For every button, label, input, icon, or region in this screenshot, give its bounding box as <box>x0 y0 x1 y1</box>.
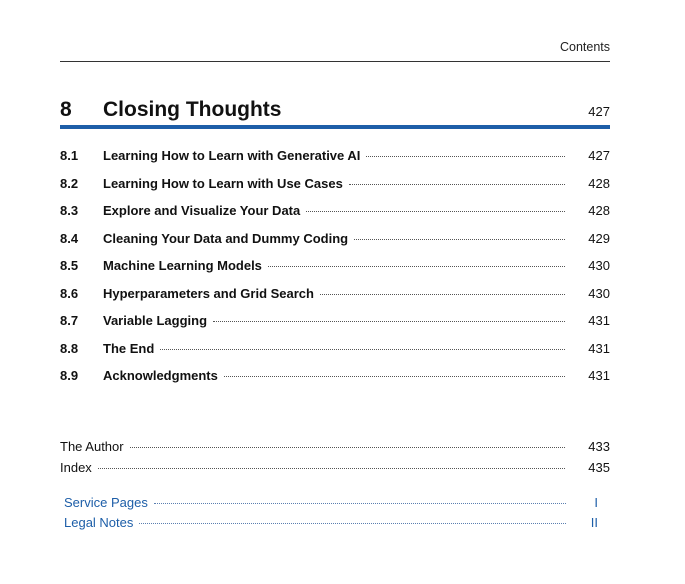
back-matter-title: The Author <box>60 439 124 454</box>
header-rule <box>60 61 610 62</box>
back-matter-title: Index <box>60 460 92 475</box>
section-page: 427 <box>588 148 610 163</box>
dot-leader <box>154 503 566 504</box>
section-page: 430 <box>588 258 610 273</box>
section-number: 8.6 <box>60 285 79 301</box>
dot-leader <box>98 468 565 469</box>
service-link-entry[interactable] <box>64 495 598 515</box>
toc-entry[interactable] <box>60 258 610 286</box>
dot-leader <box>130 447 565 448</box>
chapter-page: 427 <box>588 104 610 119</box>
section-title: Cleaning Your Data and Dummy Coding <box>103 230 349 246</box>
section-number: 8.2 <box>60 175 79 191</box>
toc-entry[interactable] <box>60 203 610 231</box>
section-title: Machine Learning Models <box>103 258 262 273</box>
section-page: 431 <box>588 340 610 356</box>
service-link-title[interactable]: Service Pages <box>64 495 148 510</box>
section-number: 8.7 <box>60 313 79 328</box>
running-head: Contents <box>559 40 610 54</box>
toc-entry[interactable] <box>60 286 610 314</box>
toc-entry[interactable] <box>60 341 610 369</box>
chapter-entry[interactable] <box>60 98 610 124</box>
section-page: 431 <box>588 313 610 328</box>
back-matter-page: 433 <box>588 439 610 454</box>
dot-leader <box>268 266 565 267</box>
section-page: 428 <box>588 203 610 218</box>
chapter-title: Closing Thoughts <box>103 98 282 121</box>
service-link-page: II <box>590 515 598 530</box>
section-list <box>60 148 610 396</box>
section-title: Hyperparameters and Grid Search <box>103 285 314 301</box>
dot-leader <box>306 211 565 212</box>
section-number: 8.1 <box>60 148 79 163</box>
toc-entry[interactable] <box>60 368 610 396</box>
service-links <box>64 495 598 535</box>
section-number: 8.8 <box>60 340 79 356</box>
toc-entry[interactable] <box>60 148 610 176</box>
back-matter-list <box>60 439 610 481</box>
section-title: Variable Lagging <box>103 313 208 328</box>
section-page: 430 <box>588 285 610 301</box>
back-matter-page: 435 <box>588 460 610 475</box>
section-page: 428 <box>588 175 610 191</box>
dot-leader <box>349 184 565 185</box>
section-number: 8.4 <box>60 230 79 246</box>
service-link-entry[interactable] <box>64 515 598 535</box>
chapter-number: 8 <box>60 98 72 121</box>
section-title: Learning How to Learn with Generative AI <box>103 148 361 163</box>
dot-leader <box>366 156 565 157</box>
toc-entry[interactable] <box>60 231 610 259</box>
section-number: 8.5 <box>60 258 79 273</box>
toc-entry[interactable] <box>60 176 610 204</box>
back-matter-entry[interactable] <box>60 460 610 481</box>
toc-entry[interactable] <box>60 313 610 341</box>
service-link-title[interactable]: Legal Notes <box>64 515 134 530</box>
dot-leader <box>213 321 565 322</box>
section-title: The End <box>103 340 155 356</box>
service-link-page: I <box>594 495 598 510</box>
back-matter-entry[interactable] <box>60 439 610 460</box>
dot-leader <box>354 239 565 240</box>
dot-leader <box>139 523 566 524</box>
section-page: 429 <box>588 230 610 246</box>
section-title: Learning How to Learn with Use Cases <box>103 175 343 191</box>
dot-leader <box>320 294 565 295</box>
section-page: 431 <box>588 368 610 383</box>
section-number: 8.3 <box>60 203 79 218</box>
section-title: Acknowledgments <box>103 368 218 383</box>
chapter-rule <box>60 125 610 129</box>
section-title: Explore and Visualize Your Data <box>103 203 301 218</box>
dot-leader <box>224 376 565 377</box>
section-number: 8.9 <box>60 368 79 383</box>
dot-leader <box>160 349 565 350</box>
